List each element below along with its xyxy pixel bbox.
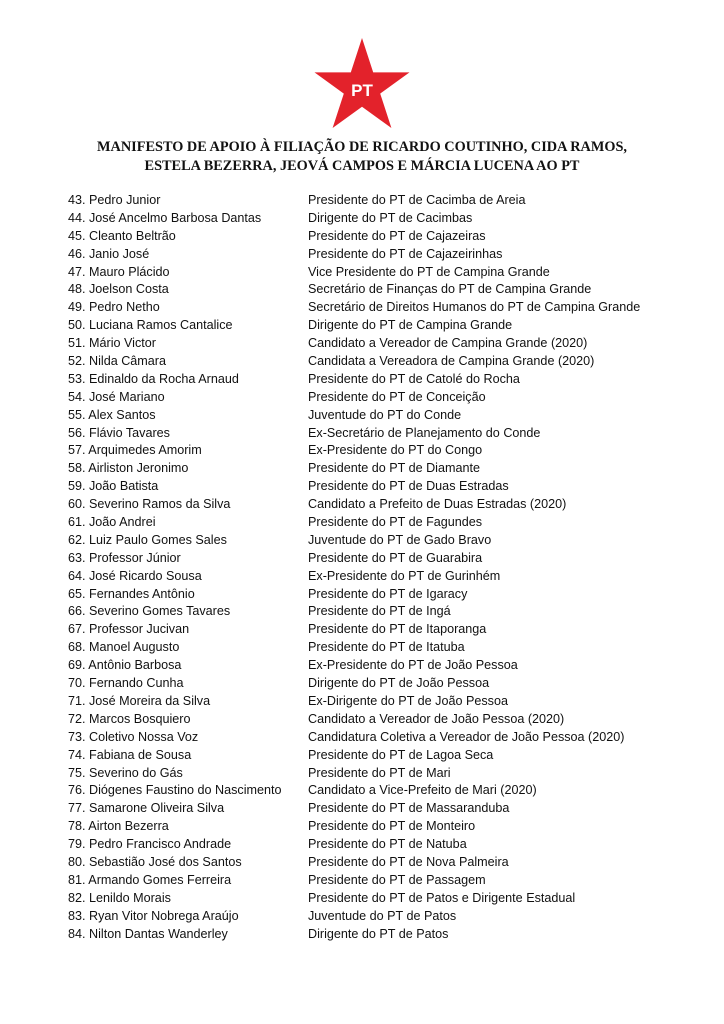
signatory-name: 55. Alex Santos: [68, 407, 156, 422]
signatory-role: Dirigente do PT de João Pessoa: [308, 676, 490, 691]
signatory-role: Presidente do PT de Diamante: [308, 461, 480, 476]
list-item: [68, 926, 708, 944]
list-item: [68, 460, 708, 478]
list-item: [68, 711, 708, 729]
signatory-name: 68. Manoel Augusto: [68, 640, 180, 655]
list-item: [68, 425, 708, 443]
signatory-name: 83. Ryan Vitor Nobrega Araújo: [68, 908, 239, 923]
pt-logo-text: PT: [351, 81, 373, 100]
signatory-role: Presidente do PT de Monteiro: [308, 819, 476, 834]
list-item: [68, 264, 708, 282]
signatory-role: Presidente do PT de Passagem: [308, 872, 486, 887]
list-item: [68, 872, 708, 890]
signatory-role: Ex-Presidente do PT do Congo: [308, 443, 483, 458]
signatory-name: 77. Samarone Oliveira Silva: [68, 801, 225, 816]
signatory-role: Ex-Presidente do PT de Gurinhém: [308, 568, 501, 583]
list-item: [68, 514, 708, 532]
signatory-name: 56. Flávio Tavares: [68, 425, 170, 440]
list-item: [68, 371, 708, 389]
list-item: [68, 729, 708, 747]
signatory-name: 51. Mário Victor: [68, 336, 156, 351]
signatory-role: Ex-Secretário de Planejamento do Conde: [308, 425, 541, 440]
signatory-role: Presidente do PT de Cacimba de Areia: [308, 193, 526, 207]
signatory-name: 71. José Moreira da Silva: [68, 693, 211, 708]
signatory-role: Candidato a Vice-Prefeito de Mari (2020): [308, 783, 537, 798]
signatory-name: 63. Professor Júnior: [68, 550, 181, 565]
signatory-name: 66. Severino Gomes Tavares: [68, 604, 231, 619]
list-item: [68, 603, 708, 621]
list-item: [68, 210, 708, 228]
signatory-name: 58. Airliston Jeronimo: [68, 461, 189, 476]
signatory-role: Presidente do PT de Nova Palmeira: [308, 854, 509, 869]
list-item: [68, 908, 708, 926]
list-item: [68, 281, 708, 299]
list-item: [68, 353, 708, 371]
signatory-name: 65. Fernandes Antônio: [68, 586, 195, 601]
signatory-role: Dirigente do PT de Campina Grande: [308, 318, 513, 333]
signatory-role: Candidato a Vereador de Campina Grande (2020): [308, 336, 588, 351]
title-line-1: MANIFESTO DE APOIO À FILIAÇÃO DE RICARDO COUTINHO, CIDA RAMOS,: [97, 139, 627, 155]
signatory-role: Presidente do PT de Conceição: [308, 389, 486, 404]
list-item: [68, 532, 708, 550]
signatory-name: 74. Fabiana de Sousa: [68, 747, 192, 762]
signatory-name: 64. José Ricardo Sousa: [68, 568, 202, 583]
signatory-role: Candidatura Coletiva a Vereador de João Pessoa (2020): [308, 729, 625, 744]
signatory-role: Secretário de Direitos Humanos do PT de Campina Grande: [308, 300, 641, 315]
signatory-name: 53. Edinaldo da Rocha Arnaud: [68, 371, 239, 386]
list-item: [68, 639, 708, 657]
signatory-name: 80. Sebastião José dos Santos: [68, 854, 242, 869]
signatory-name: 72. Marcos Bosquiero: [68, 711, 191, 726]
list-item: [68, 747, 708, 765]
signatory-name: 45. Cleanto Beltrão: [68, 228, 176, 243]
list-item: [68, 693, 708, 711]
list-item: [68, 657, 708, 675]
signatory-name: 50. Luciana Ramos Cantalice: [68, 318, 233, 333]
signatory-role: Presidente do PT de Catolé do Rocha: [308, 371, 520, 386]
signatory-role: Candidata a Vereadora de Campina Grande (2020): [308, 354, 595, 369]
pt-star-logo: [312, 36, 412, 132]
signatory-role: Presidente do PT de Guarabira: [308, 550, 483, 565]
signatory-name: 82. Lenildo Morais: [68, 890, 171, 905]
signatory-name: 49. Pedro Netho: [68, 300, 160, 315]
signatory-name: 67. Professor Jucivan: [68, 622, 190, 637]
signatory-name: 78. Airton Bezerra: [68, 819, 169, 834]
signatory-list: [68, 192, 708, 943]
signatory-name: 46. Janio José: [68, 246, 150, 261]
signatory-name: 81. Armando Gomes Ferreira: [68, 872, 232, 887]
list-item: [68, 246, 708, 264]
signatory-role: Presidente do PT de Duas Estradas: [308, 479, 509, 494]
list-item: [68, 621, 708, 639]
signatory-role: Candidato a Vereador de João Pessoa (2020): [308, 711, 565, 726]
title-line-2: ESTELA BEZERRA, JEOVÁ CAMPOS E MÁRCIA LUCENA AO PT: [144, 157, 580, 174]
list-item: [68, 228, 708, 246]
signatory-name: 59. João Batista: [68, 479, 159, 494]
signatory-role: Presidente do PT de Massaranduba: [308, 801, 510, 816]
signatory-role: Dirigente do PT de Cacimbas: [308, 210, 473, 225]
signatory-role: Dirigente do PT de Patos: [308, 926, 449, 941]
list-item: [68, 496, 708, 514]
signatory-name: 54. José Mariano: [68, 389, 165, 404]
list-item: [68, 442, 708, 460]
signatory-name: 47. Mauro Plácido: [68, 264, 170, 279]
list-item: [68, 818, 708, 836]
signatory-name: 60. Severino Ramos da Silva: [68, 497, 231, 512]
signatory-name: 62. Luiz Paulo Gomes Sales: [68, 532, 227, 547]
signatory-role: Presidente do PT de Natuba: [308, 837, 467, 852]
signatory-role: Juventude do PT de Gado Bravo: [308, 532, 492, 547]
signatory-name: 61. João Andrei: [68, 515, 156, 530]
list-item: [68, 782, 708, 800]
signatory-role: Presidente do PT de Ingá: [308, 604, 451, 619]
list-item: [68, 675, 708, 693]
signatory-role: Presidente do PT de Lagoa Seca: [308, 747, 494, 762]
list-item: [68, 478, 708, 496]
signatory-role: Presidente do PT de Patos e Dirigente Estadual: [308, 890, 576, 905]
list-item: [68, 550, 708, 568]
list-item: [68, 317, 708, 335]
list-item: [68, 854, 708, 872]
signatory-role: Presidente do PT de Cajazeirinhas: [308, 246, 503, 261]
signatory-name: 73. Coletivo Nossa Voz: [68, 729, 199, 744]
signatory-role: Presidente do PT de Mari: [308, 765, 451, 780]
signatory-role: Juventude do PT do Conde: [308, 407, 462, 422]
signatory-name: 75. Severino do Gás: [68, 765, 183, 780]
document-title: [0, 138, 724, 175]
list-item: [68, 407, 708, 425]
signatory-name: 69. Antônio Barbosa: [68, 658, 182, 673]
signatory-role: Presidente do PT de Itatuba: [308, 640, 465, 655]
signatory-role: Ex-Dirigente do PT de João Pessoa: [308, 693, 508, 708]
list-item: [68, 586, 708, 604]
list-item: [68, 890, 708, 908]
signatory-role: Presidente do PT de Igaracy: [308, 586, 468, 601]
list-item: [68, 335, 708, 353]
list-item: [68, 299, 708, 317]
list-item: [68, 800, 708, 818]
signatory-role: Presidente do PT de Fagundes: [308, 515, 483, 530]
list-item: [68, 389, 708, 407]
list-item: [68, 568, 708, 586]
signatory-role: Juventude do PT de Patos: [308, 908, 457, 923]
signatory-name: 76. Diógenes Faustino do Nascimento: [68, 783, 282, 798]
list-item: [68, 192, 708, 210]
signatory-name: 70. Fernando Cunha: [68, 676, 184, 691]
signatory-role: Candidato a Prefeito de Duas Estradas (2020): [308, 497, 567, 512]
signatory-name: 57. Arquimedes Amorim: [68, 443, 202, 458]
signatory-name: 43. Pedro Junior: [68, 193, 161, 207]
signatory-name: 52. Nilda Câmara: [68, 354, 166, 369]
list-item: [68, 836, 708, 854]
signatory-role: Secretário de Finanças do PT de Campina Grande: [308, 282, 592, 297]
list-item: [68, 765, 708, 783]
signatory-name: 79. Pedro Francisco Andrade: [68, 837, 232, 852]
signatory-role: Vice Presidente do PT de Campina Grande: [308, 264, 550, 279]
signatory-role: Presidente do PT de Cajazeiras: [308, 228, 486, 243]
signatory-role: Presidente do PT de Itaporanga: [308, 622, 487, 637]
signatory-role: Ex-Presidente do PT de João Pessoa: [308, 658, 518, 673]
signatory-name: 48. Joelson Costa: [68, 282, 169, 297]
signatory-name: 84. Nilton Dantas Wanderley: [68, 926, 228, 941]
signatory-name: 44. José Ancelmo Barbosa Dantas: [68, 210, 262, 225]
